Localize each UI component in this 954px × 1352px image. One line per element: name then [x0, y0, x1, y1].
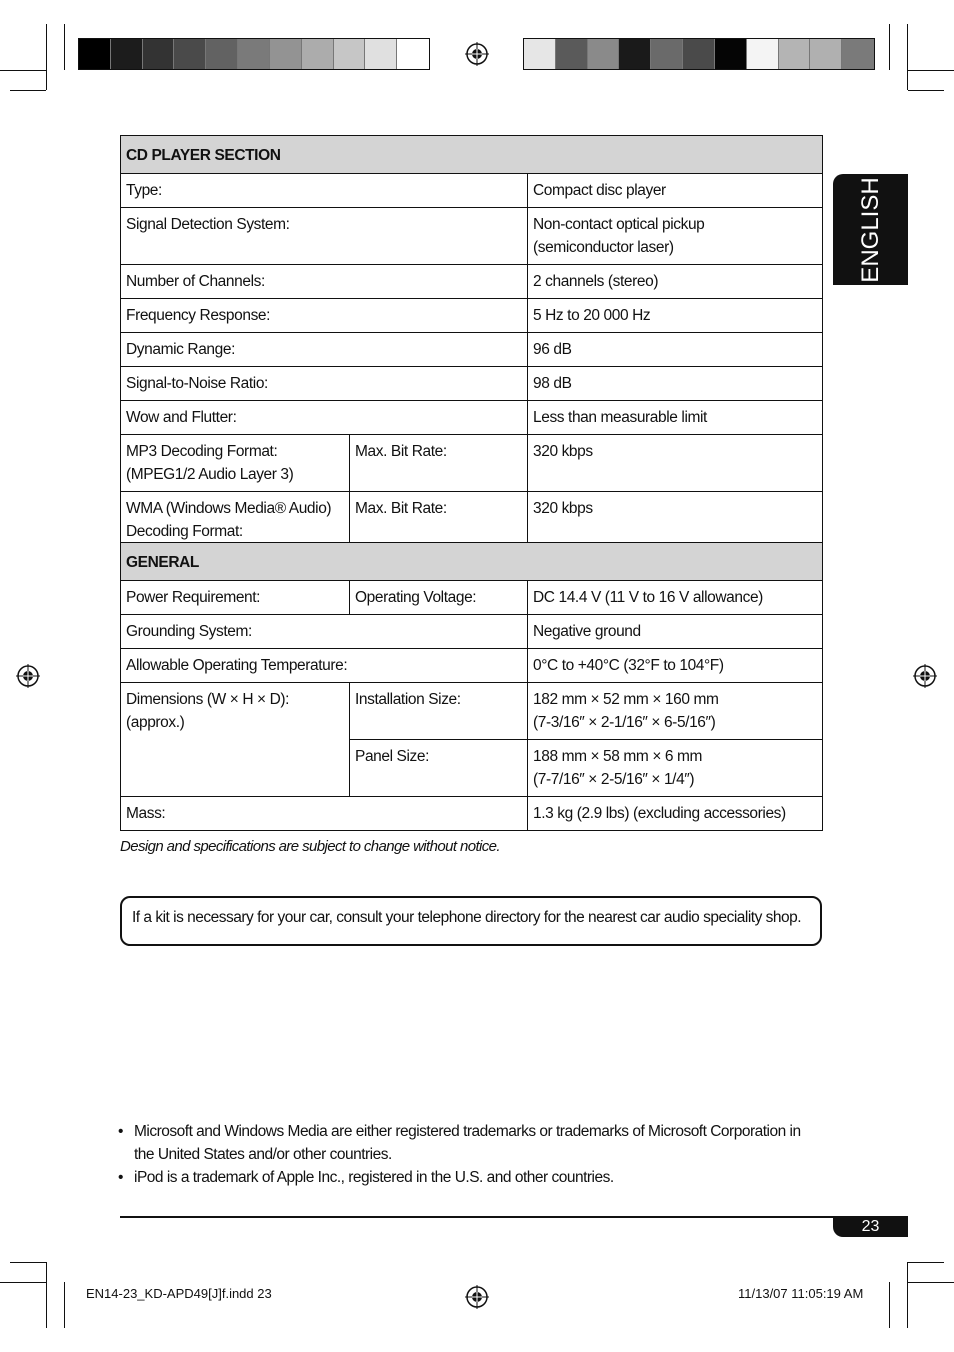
section-title: CD PLAYER SECTION — [121, 136, 823, 174]
spec-value — [528, 683, 823, 740]
spec-value-line: 188 mm × 58 mm × 6 mm — [533, 748, 703, 765]
color-swatch — [302, 39, 334, 69]
spec-sublabel: Operating Voltage: — [350, 581, 528, 615]
crop-mark — [889, 24, 890, 70]
crop-mark — [46, 1262, 47, 1328]
page-number: 23 — [833, 1217, 908, 1237]
crop-mark — [907, 1262, 908, 1328]
spec-value: Less than measurable limit — [528, 401, 823, 435]
crop-mark — [908, 1282, 954, 1283]
language-tab — [833, 174, 908, 285]
color-swatch — [206, 39, 238, 69]
spec-label: Mass: — [121, 797, 528, 831]
spec-value: Compact disc player — [528, 174, 823, 208]
spec-sublabel: Installation Size: — [350, 683, 528, 740]
spec-value: 5 Hz to 20 000 Hz — [528, 299, 823, 333]
crop-mark — [908, 90, 944, 91]
color-calibration-bar-left — [78, 38, 430, 70]
spec-label: Number of Channels: — [121, 265, 528, 299]
color-swatch — [683, 39, 715, 69]
table-header-row — [121, 136, 823, 174]
color-calibration-bar-right — [523, 38, 875, 70]
table-row — [121, 615, 823, 649]
bullet: • — [118, 1169, 123, 1186]
table-row — [121, 208, 823, 265]
spec-label: Dynamic Range: — [121, 333, 528, 367]
spec-label: Type: — [121, 174, 528, 208]
color-swatch — [143, 39, 175, 69]
crop-mark — [10, 90, 46, 91]
color-swatch — [556, 39, 588, 69]
spec-value: 1.3 kg (2.9 lbs) (excluding accessories) — [528, 797, 823, 831]
table-row — [121, 367, 823, 401]
table-row — [121, 435, 823, 492]
crop-mark — [46, 24, 47, 90]
table-row — [121, 649, 823, 683]
trademark-list — [118, 1120, 808, 1189]
registration-mark-icon — [16, 664, 40, 688]
footer-rule — [120, 1216, 908, 1218]
general-spec-table — [120, 542, 823, 831]
spec-label — [121, 492, 350, 549]
language-tab-label: ENGLISH — [856, 176, 884, 283]
list-item — [118, 1166, 808, 1189]
color-swatch — [111, 39, 143, 69]
crop-mark — [908, 1262, 944, 1263]
table-row — [121, 401, 823, 435]
trademark-text: iPod is a trademark of Apple Inc., registered in the U.S. and other countries. — [134, 1169, 614, 1186]
spec-label-line: (MPEG1/2 Audio Layer 3) — [126, 466, 294, 483]
color-swatch — [238, 39, 270, 69]
color-swatch — [747, 39, 779, 69]
color-swatch — [365, 39, 397, 69]
crop-mark — [908, 70, 954, 71]
spec-value: 98 dB — [528, 367, 823, 401]
spec-label — [121, 435, 350, 492]
color-swatch — [715, 39, 747, 69]
kit-info-text: If a kit is necessary for your car, consult your telephone directory for the nearest car audio speciality shop. — [132, 909, 802, 926]
table-row — [121, 265, 823, 299]
spec-label: Allowable Operating Temperature: — [121, 649, 528, 683]
color-swatch — [619, 39, 651, 69]
spec-value: 2 channels (stereo) — [528, 265, 823, 299]
spec-label-line: MP3 Decoding Format: — [126, 443, 278, 460]
color-swatch — [651, 39, 683, 69]
spec-sublabel: Max. Bit Rate: — [350, 492, 528, 549]
spec-label-line: WMA (Windows Media® Audio) — [126, 500, 332, 517]
kit-info-box — [120, 896, 822, 946]
spec-value-line: (7-7/16″ × 2-5/16″ × 1/4″) — [533, 771, 695, 788]
table-row — [121, 174, 823, 208]
spec-value: 0°C to +40°C (32°F to 104°F) — [528, 649, 823, 683]
spec-label: Signal-to-Noise Ratio: — [121, 367, 528, 401]
spec-value: DC 14.4 V (11 V to 16 V allowance) — [528, 581, 823, 615]
table-row — [121, 299, 823, 333]
slug-timestamp: 11/13/07 11:05:19 AM — [738, 1286, 864, 1301]
spec-label: Wow and Flutter: — [121, 401, 528, 435]
color-swatch — [334, 39, 366, 69]
color-swatch — [524, 39, 556, 69]
list-item — [118, 1120, 808, 1166]
table-row — [121, 333, 823, 367]
crop-mark — [0, 1282, 46, 1283]
color-swatch — [779, 39, 811, 69]
color-swatch — [588, 39, 620, 69]
slug-file-info: EN14-23_KD-APD49[J]f.indd 23 — [86, 1286, 272, 1301]
spec-label: Power Requirement: — [121, 581, 350, 615]
spec-value: 96 dB — [528, 333, 823, 367]
crop-mark — [889, 1282, 890, 1328]
cd-player-spec-table — [120, 135, 823, 549]
table-row — [121, 797, 823, 831]
color-swatch — [174, 39, 206, 69]
spec-value: 320 kbps — [528, 492, 823, 549]
crop-mark — [907, 24, 908, 90]
spec-value: 320 kbps — [528, 435, 823, 492]
spec-value-line: 182 mm × 52 mm × 160 mm — [533, 691, 719, 708]
table-row — [121, 581, 823, 615]
spec-value-line: (semiconductor laser) — [533, 239, 674, 256]
section-title: GENERAL — [121, 543, 823, 581]
registration-mark-icon — [465, 42, 489, 66]
crop-mark — [64, 1282, 65, 1328]
bullet: • — [118, 1123, 123, 1140]
registration-mark-icon — [913, 664, 937, 688]
spec-sublabel: Max. Bit Rate: — [350, 435, 528, 492]
table-row — [121, 683, 823, 740]
crop-mark — [10, 1262, 46, 1263]
spec-value-line: Non-contact optical pickup — [533, 216, 705, 233]
color-swatch — [397, 39, 429, 69]
table-header-row — [121, 543, 823, 581]
spec-label: Signal Detection System: — [121, 208, 528, 265]
registration-mark-icon — [465, 1285, 489, 1309]
spec-label: Frequency Response: — [121, 299, 528, 333]
spec-value — [528, 740, 823, 797]
crop-mark — [64, 24, 65, 70]
table-row — [121, 492, 823, 549]
color-swatch — [842, 39, 874, 69]
trademark-text: Microsoft and Windows Media are either registered trademarks or trademarks of Microsoft Corporation in the United States and/or other countries. — [134, 1123, 801, 1163]
color-swatch — [270, 39, 302, 69]
spec-value — [528, 208, 823, 265]
spec-sublabel: Panel Size: — [350, 740, 528, 797]
color-swatch — [810, 39, 842, 69]
spec-label: Dimensions (W × H × D): (approx.) — [121, 683, 350, 797]
design-change-note: Design and specifications are subject to change without notice. — [120, 838, 500, 855]
crop-mark — [0, 70, 46, 71]
spec-label-line: Decoding Format: — [126, 523, 243, 540]
spec-label: Grounding System: — [121, 615, 528, 649]
spec-value-line: (7-3/16″ × 2-1/16″ × 6-5/16″) — [533, 714, 716, 731]
spec-value: Negative ground — [528, 615, 823, 649]
color-swatch — [79, 39, 111, 69]
